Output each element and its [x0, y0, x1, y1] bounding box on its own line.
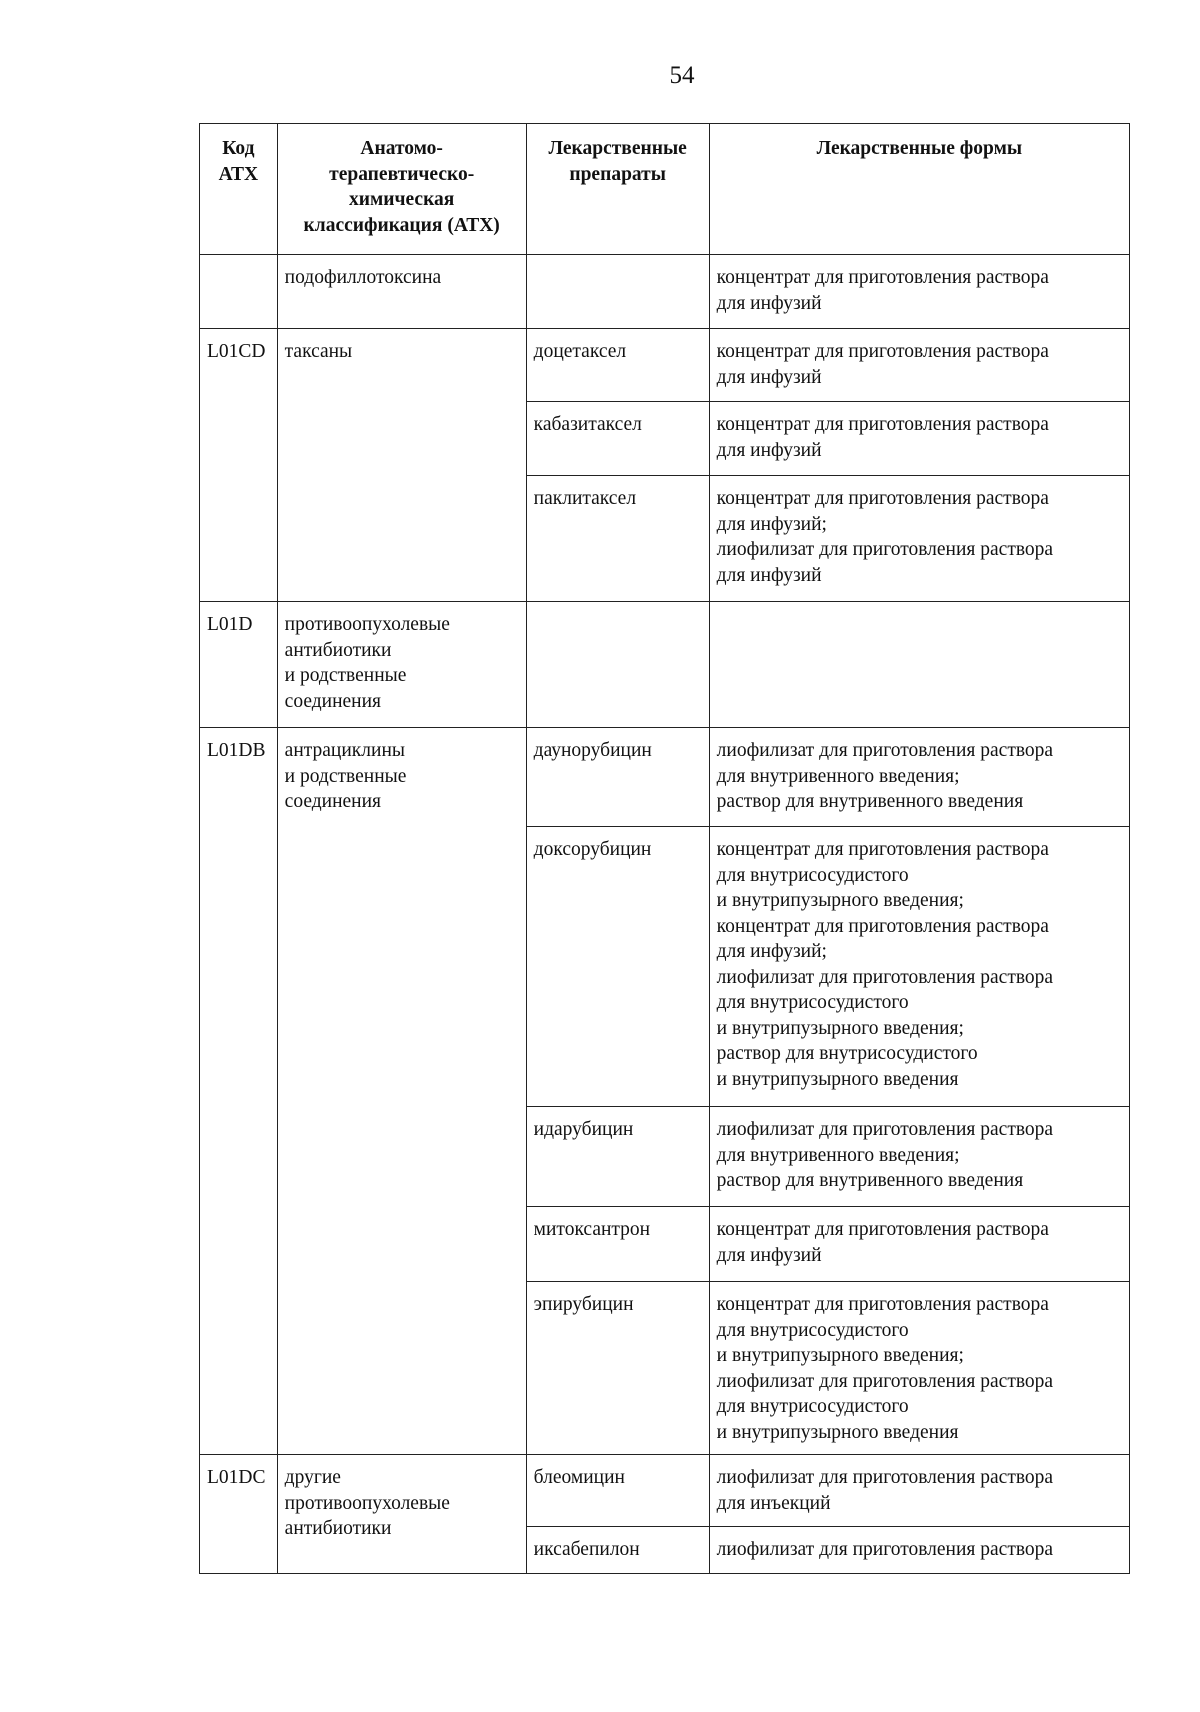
header-code: Код АТХ	[200, 124, 278, 255]
table-header-row	[200, 124, 1130, 255]
classification-cell: подофиллотоксина	[277, 255, 526, 329]
header-drugs: Лекарственные препараты	[526, 124, 709, 255]
drug-cell: доксорубицин	[526, 827, 709, 1107]
forms-cell: лиофилизат для приготовления раствора	[709, 1527, 1129, 1574]
atx-code-cell	[200, 255, 278, 329]
table-row	[200, 602, 1130, 728]
atx-code-cell: L01D	[200, 602, 278, 728]
forms-cell: концентрат для приготовления раствора для инфузий	[709, 329, 1129, 402]
table-row	[200, 255, 1130, 329]
classification-cell: противоопухолевые антибиотики и родственные соединения	[277, 602, 526, 728]
drug-cell: кабазитаксел	[526, 402, 709, 476]
forms-cell: лиофилизат для приготовления раствора для внутривенного введения; раствор для внутривенного введения	[709, 728, 1129, 827]
classification-cell: антрациклины и родственные соединения	[277, 728, 526, 1455]
forms-cell: концентрат для приготовления раствора для инфузий	[709, 402, 1129, 476]
header-classification: Анатомо- терапевтическо- химическая классификация (АТХ)	[277, 124, 526, 255]
forms-cell: лиофилизат для приготовления раствора для внутривенного введения; раствор для внутривенного введения	[709, 1107, 1129, 1207]
forms-cell: концентрат для приготовления раствора для внутрисосудистого и внутрипузырного введения; лиофилизат для приготовления раствора для внутрисосудистого и внутрипузырного введения	[709, 1282, 1129, 1455]
atx-code-cell: L01DC	[200, 1455, 278, 1574]
drug-cell: блеомицин	[526, 1455, 709, 1527]
forms-cell: лиофилизат для приготовления раствора для инъекций	[709, 1455, 1129, 1527]
forms-cell: концентрат для приготовления раствора для инфузий	[709, 255, 1129, 329]
page-number: 54	[669, 62, 695, 89]
classification-cell: таксаны	[277, 329, 526, 602]
drug-cell: эпирубицин	[526, 1282, 709, 1455]
drug-cell	[526, 255, 709, 329]
atx-code-cell: L01CD	[200, 329, 278, 602]
drug-cell: иксабепилон	[526, 1527, 709, 1574]
atx-table	[199, 123, 1130, 1574]
atx-code-cell: L01DB	[200, 728, 278, 1455]
forms-cell: концентрат для приготовления раствора для инфузий; лиофилизат для приготовления раствора для инфузий	[709, 476, 1129, 602]
forms-cell: концентрат для приготовления раствора для инфузий	[709, 1207, 1129, 1282]
header-forms: Лекарственные формы	[709, 124, 1129, 255]
table-row	[200, 728, 1130, 827]
classification-cell: другие противоопухолевые антибиотики	[277, 1455, 526, 1574]
drug-cell: паклитаксел	[526, 476, 709, 602]
drug-cell: идарубицин	[526, 1107, 709, 1207]
forms-cell: концентрат для приготовления раствора для внутрисосудистого и внутрипузырного введения; концентрат для приготовления раствора для инфузий; лиофилизат для приготовления раствора для внутрисосудистого и внутрипузырного введения; раствор для внутрисосудистого и внутрипузырного введения	[709, 827, 1129, 1107]
drug-cell: митоксантрон	[526, 1207, 709, 1282]
table-row	[200, 329, 1130, 402]
table-row	[200, 1455, 1130, 1527]
drug-cell	[526, 602, 709, 728]
drug-cell: доцетаксел	[526, 329, 709, 402]
forms-cell	[709, 602, 1129, 728]
drug-cell: даунорубицин	[526, 728, 709, 827]
